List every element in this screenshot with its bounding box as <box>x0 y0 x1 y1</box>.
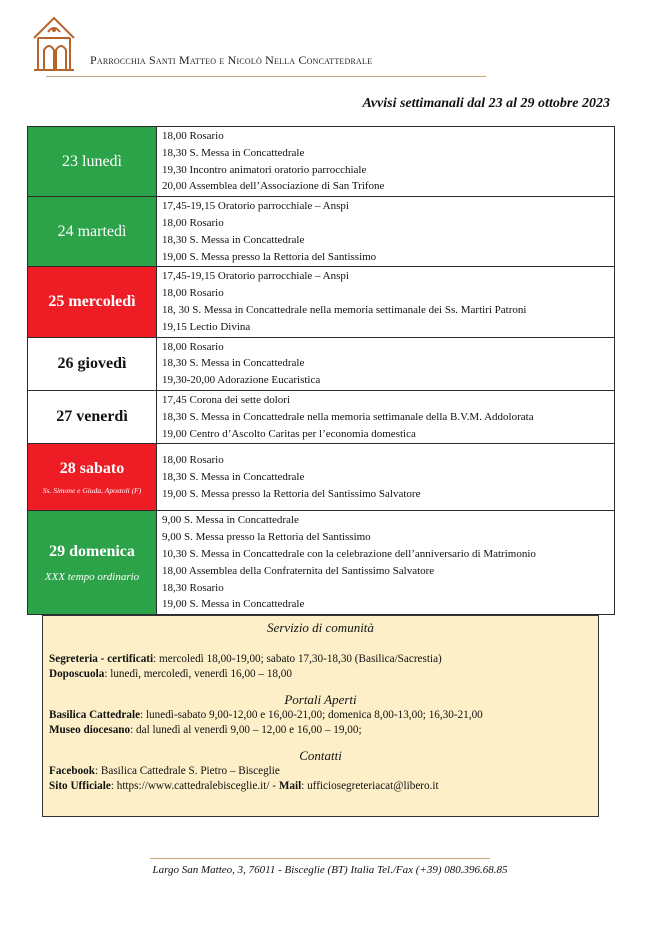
day-cell <box>28 267 157 337</box>
events-cell <box>157 197 615 267</box>
event-line: 10,30 S. Messa in Concattedrale con la celebrazione dell’anniversario di Matrimonio <box>162 547 536 560</box>
event-line: 18,30 S. Messa in Concattedrale <box>162 146 305 159</box>
events-cell <box>157 127 615 197</box>
schedule-row <box>28 390 615 443</box>
website-label: Sito Ufficiale <box>49 780 111 792</box>
events-cell <box>157 390 615 443</box>
day-cell <box>28 390 157 443</box>
notices-subtitle: Avvisi settimanali dal 23 al 29 ottobre 2023 <box>362 96 610 111</box>
mail-link[interactable]: : ufficiosegreteriacat@libero.it <box>301 780 439 792</box>
museo-hours: : dal lunedì al venerdì 9,00 – 12,00 e 16,00 – 19,00; <box>130 724 362 736</box>
event-line: 17,45-19,15 Oratorio parrocchiale – Anspi <box>162 270 349 283</box>
day-cell <box>28 511 157 615</box>
event-line: 20,00 Assemblea dell’Associazione di San Trifone <box>162 180 385 193</box>
museo-line <box>49 723 592 738</box>
event-line: 19,30-20,00 Adorazione Eucaristica <box>162 374 321 387</box>
event-line: 18,00 Rosario <box>162 340 224 353</box>
liturgical-note: XXX tempo ordinario <box>44 570 140 583</box>
event-line: 18, 30 S. Messa in Concattedrale nella memoria settimanale dei Ss. Martiri Patroni <box>162 303 527 316</box>
schedule-row <box>28 127 615 197</box>
schedule-row <box>28 444 615 511</box>
parish-title: Parrocchia Santi Matteo e Nicolò Nella Concattedrale <box>90 53 373 67</box>
event-line: 9,00 S. Messa presso la Rettoria del Santissimo <box>162 531 371 544</box>
events-cell <box>157 267 615 337</box>
contacts-heading: Contatti <box>299 748 342 763</box>
event-line: 18,00 Rosario <box>162 216 224 229</box>
event-line: 18,30 Rosario <box>162 581 224 594</box>
event-line: 17,45 Corona dei sette dolori <box>162 393 291 406</box>
event-line: 18,30 S. Messa in Concattedrale nella memoria settimanale della B.V.M. Addolorata <box>162 410 534 423</box>
event-line: 18,00 Rosario <box>162 130 224 142</box>
website-link[interactable]: : https://www.cattedralebisceglie.it/ - <box>110 780 279 792</box>
day-label: 25 mercoledì <box>48 292 136 310</box>
community-services-box <box>42 615 599 817</box>
feast-note: Ss. Simone e Giuda, Apostoli (F) <box>42 485 142 495</box>
church-facade-logo <box>30 14 78 72</box>
footer-divider <box>150 858 490 859</box>
event-line: 17,45-19,15 Oratorio parrocchiale – Anspi <box>162 200 349 213</box>
day-label: 28 sabato <box>59 459 125 477</box>
day-label: 29 domenica <box>49 542 135 560</box>
doposcuola-line <box>49 667 592 682</box>
schedule-row <box>28 511 615 615</box>
event-line: 18,30 S. Messa in Concattedrale <box>162 233 305 246</box>
day-cell <box>28 127 157 197</box>
events-cell <box>157 444 615 511</box>
basilica-hours: : lunedì-sabato 9,00-12,00 e 16,00-21,00; domenica 8,00-13,00; 16,30-21,00 <box>140 709 483 721</box>
event-line: 18,30 S. Messa in Concattedrale <box>162 470 305 483</box>
website-line <box>49 779 592 794</box>
mail-label: Mail <box>278 780 302 792</box>
weekly-schedule-table <box>27 126 615 615</box>
facebook-line <box>49 764 592 779</box>
event-line: 18,30 S. Messa in Concattedrale <box>162 357 305 370</box>
day-label: 24 martedì <box>57 222 127 240</box>
segreteria-hours: : mercoledì 18,00-19,00; sabato 17,30-18,30 (Basilica/Sacrestia) <box>153 653 442 665</box>
day-cell <box>28 197 157 267</box>
event-line: 18,00 Assemblea della Confraternita del Santissimo Salvatore <box>162 564 435 577</box>
event-line: 19,30 Incontro animatori oratorio parrocchiale <box>162 163 367 176</box>
day-label: 27 venerdì <box>56 408 128 426</box>
event-line: 19,00 S. Messa presso la Rettoria del Santissimo <box>162 250 377 263</box>
schedule-row <box>28 267 615 337</box>
event-line: 19,00 S. Messa in Concattedrale <box>162 598 305 611</box>
event-line: 19,00 S. Messa presso la Rettoria del Santissimo Salvatore <box>162 487 421 500</box>
basilica-line <box>49 708 592 723</box>
events-cell <box>157 337 615 390</box>
segreteria-line <box>49 652 592 667</box>
services-heading: Servizio di comunità <box>267 620 374 635</box>
footer-address: Largo San Matteo, 3, 76011 - Bisceglie (BT) Italia Tel./Fax (+39) 080.396.68.85 <box>152 864 508 876</box>
day-label: 23 lunedì <box>62 152 122 170</box>
museo-label: Museo diocesano <box>49 724 131 736</box>
event-line: 19,15 Lectio Divina <box>162 320 251 333</box>
segreteria-label: Segreteria - certificati <box>49 653 154 665</box>
event-line: 19,00 Centro d’Ascolto Caritas per l’economia domestica <box>162 427 416 440</box>
facebook-page[interactable]: : Basilica Cattedrale S. Pietro – Bisceglie <box>95 765 280 777</box>
doposcuola-label: Doposcuola <box>49 668 105 680</box>
event-line: 9,00 S. Messa in Concattedrale <box>162 514 299 527</box>
facebook-label: Facebook <box>49 765 95 777</box>
open-doors-heading: Portali Aperti <box>284 692 357 707</box>
day-label: 26 giovedì <box>57 354 127 372</box>
event-line: 18,00 Rosario <box>162 287 224 300</box>
schedule-row <box>28 337 615 390</box>
day-cell <box>28 337 157 390</box>
schedule-row <box>28 197 615 267</box>
events-cell <box>157 511 615 615</box>
day-cell <box>28 444 157 511</box>
doposcuola-hours: : lunedì, mercoledì, venerdì 16,00 – 18,00 <box>104 668 292 680</box>
basilica-label: Basilica Cattedrale <box>49 709 141 721</box>
header-divider <box>46 76 486 77</box>
event-line: 18,00 Rosario <box>162 454 224 467</box>
